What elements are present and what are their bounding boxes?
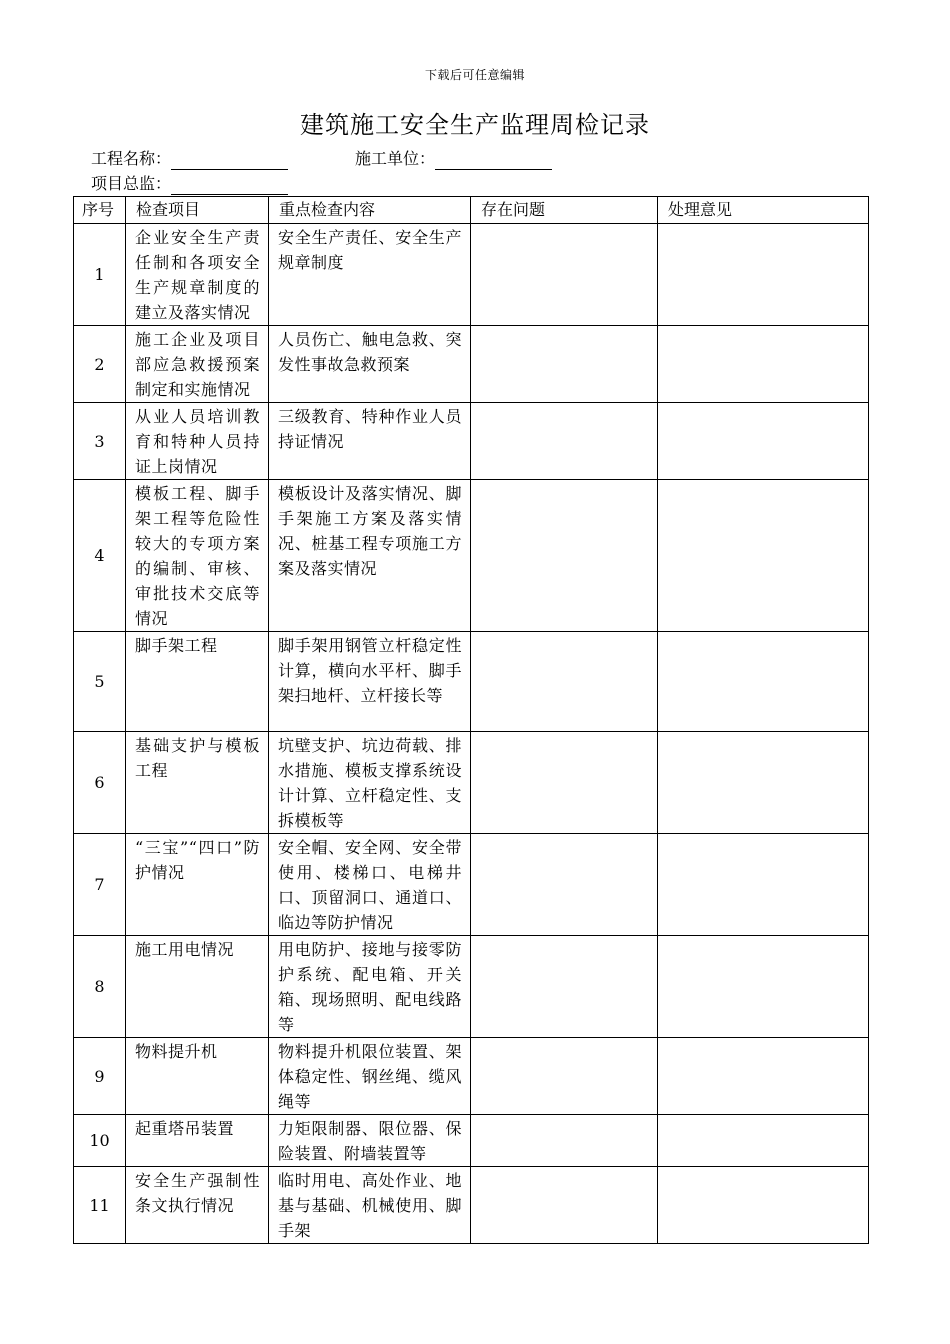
table-row xyxy=(74,224,869,326)
column-header-problems: 存在问题 xyxy=(471,197,658,224)
opinion-text xyxy=(658,403,868,404)
table-row xyxy=(74,732,869,834)
problems-text xyxy=(471,480,657,481)
inspection-item: 物料提升机 xyxy=(135,1042,218,1061)
row-number: 10 xyxy=(74,1115,126,1167)
opinion-cell[interactable] xyxy=(658,1115,869,1167)
problems-text xyxy=(471,1038,657,1039)
key-content-cell xyxy=(269,632,471,732)
opinion-cell[interactable] xyxy=(658,326,869,403)
problems-text xyxy=(471,632,657,633)
inspection-item: 起重塔吊装置 xyxy=(135,1119,235,1138)
problems-text xyxy=(471,936,657,937)
key-content-cell xyxy=(269,1038,471,1115)
construction-unit-blank[interactable] xyxy=(435,152,552,170)
table-row xyxy=(74,1038,869,1115)
opinion-text xyxy=(658,834,868,835)
key-content: 物料提升机限位装置、架体稳定性、钢丝绳、缆风绳等 xyxy=(278,1042,462,1111)
key-content: 用电防护、接地与接零防护系统、配电箱、开关箱、现场照明、配电线路等 xyxy=(278,940,462,1034)
key-content-cell xyxy=(269,1115,471,1167)
row-number: 9 xyxy=(74,1038,126,1115)
key-content-cell xyxy=(269,480,471,632)
construction-unit-label: 施工单位： xyxy=(355,149,436,168)
opinion-text xyxy=(658,1038,868,1039)
inspection-item-cell xyxy=(126,834,269,936)
inspection-item: 基础支护与模板工程 xyxy=(135,736,260,780)
problems-cell[interactable] xyxy=(471,1038,658,1115)
opinion-cell[interactable] xyxy=(658,1038,869,1115)
table-row xyxy=(74,936,869,1038)
problems-cell[interactable] xyxy=(471,1115,658,1167)
row-number: 8 xyxy=(74,936,126,1038)
opinion-cell[interactable] xyxy=(658,1167,869,1244)
opinion-cell[interactable] xyxy=(658,224,869,326)
opinion-text xyxy=(658,1167,868,1168)
meta-line-2 xyxy=(91,173,288,195)
meta-line-1 xyxy=(91,148,552,170)
opinion-text xyxy=(658,632,868,633)
construction-unit-field xyxy=(355,148,552,170)
row-number: 3 xyxy=(74,403,126,480)
opinion-cell[interactable] xyxy=(658,936,869,1038)
inspection-item: 施工用电情况 xyxy=(135,940,235,959)
problems-text xyxy=(471,732,657,733)
key-content-cell xyxy=(269,403,471,480)
column-header-no: 序号 xyxy=(74,197,126,224)
opinion-text xyxy=(658,224,868,225)
table-row xyxy=(74,480,869,632)
table-row xyxy=(74,1115,869,1167)
key-content-cell xyxy=(269,834,471,936)
inspection-item-cell xyxy=(126,732,269,834)
opinion-text xyxy=(658,326,868,327)
problems-text xyxy=(471,834,657,835)
table-header-row xyxy=(74,197,869,224)
opinion-text xyxy=(658,480,868,481)
inspection-item-cell xyxy=(126,480,269,632)
inspection-item: “三宝”“四口”防护情况 xyxy=(135,838,260,882)
inspection-item: 从业人员培训教育和特种人员持证上岗情况 xyxy=(135,407,260,476)
inspection-item: 企业安全生产责任制和各项安全生产规章制度的建立及落实情况 xyxy=(135,228,260,322)
key-content-cell xyxy=(269,326,471,403)
project-name-blank[interactable] xyxy=(171,152,288,170)
inspection-table xyxy=(73,196,869,1244)
inspection-item: 脚手架工程 xyxy=(135,636,218,655)
key-content-cell xyxy=(269,1167,471,1244)
table-row xyxy=(74,403,869,480)
key-content: 脚手架用钢管立杆稳定性计算，横向水平杆、脚手架扫地杆、立杆接长等 xyxy=(278,636,462,705)
table-row xyxy=(74,834,869,936)
problems-text xyxy=(471,1167,657,1168)
opinion-cell[interactable] xyxy=(658,732,869,834)
key-content: 安全帽、安全网、安全带使用、楼梯口、电梯井口、顶留洞口、通道口、临边等防护情况 xyxy=(278,838,462,932)
key-content: 临时用电、高处作业、地基与基础、机械使用、脚手架 xyxy=(278,1171,462,1240)
problems-cell[interactable] xyxy=(471,480,658,632)
row-number: 4 xyxy=(74,480,126,632)
problems-cell[interactable] xyxy=(471,834,658,936)
column-header-opinion: 处理意见 xyxy=(658,197,869,224)
inspection-item-cell xyxy=(126,224,269,326)
problems-cell[interactable] xyxy=(471,632,658,732)
opinion-text xyxy=(658,1115,868,1116)
problems-text xyxy=(471,1115,657,1116)
problems-cell[interactable] xyxy=(471,403,658,480)
row-number: 5 xyxy=(74,632,126,732)
inspection-item: 安全生产强制性条文执行情况 xyxy=(135,1171,260,1215)
inspection-item-cell xyxy=(126,1115,269,1167)
chief-supervisor-blank[interactable] xyxy=(171,177,288,195)
chief-supervisor-label: 项目总监： xyxy=(91,174,172,193)
key-content-cell xyxy=(269,224,471,326)
problems-text xyxy=(471,224,657,225)
inspection-item-cell xyxy=(126,936,269,1038)
problems-cell[interactable] xyxy=(471,936,658,1038)
row-number: 11 xyxy=(74,1167,126,1244)
row-number: 7 xyxy=(74,834,126,936)
key-content: 三级教育、特种作业人员持证情况 xyxy=(278,407,462,451)
column-header-content: 重点检查内容 xyxy=(269,197,471,224)
problems-cell[interactable] xyxy=(471,224,658,326)
key-content-cell xyxy=(269,936,471,1038)
chief-supervisor-field xyxy=(91,173,288,195)
header-note: 下载后可任意编辑 xyxy=(424,68,525,82)
table-row xyxy=(74,1167,869,1244)
inspection-item-cell xyxy=(126,403,269,480)
key-content-cell xyxy=(269,732,471,834)
document-title: 建筑施工安全生产监理周检记录 xyxy=(300,111,650,139)
opinion-cell[interactable] xyxy=(658,403,869,480)
inspection-item-cell xyxy=(126,632,269,732)
column-header-item: 检查项目 xyxy=(126,197,269,224)
problems-text xyxy=(471,403,657,404)
project-name-field xyxy=(91,148,288,170)
problems-cell[interactable] xyxy=(471,1167,658,1244)
row-number: 6 xyxy=(74,732,126,834)
inspection-item: 施工企业及项目部应急救援预案制定和实施情况 xyxy=(135,330,260,399)
problems-text xyxy=(471,326,657,327)
row-number: 1 xyxy=(74,224,126,326)
opinion-cell[interactable] xyxy=(658,834,869,936)
inspection-item: 模板工程、脚手架工程等危险性较大的专项方案的编制、审核、审批技术交底等情况 xyxy=(135,484,260,628)
project-name-label: 工程名称： xyxy=(91,149,172,168)
inspection-item-cell xyxy=(126,326,269,403)
key-content: 安全生产责任、安全生产规章制度 xyxy=(278,228,462,272)
opinion-text xyxy=(658,732,868,733)
key-content: 人员伤亡、触电急救、突发性事故急救预案 xyxy=(278,330,462,374)
inspection-item-cell xyxy=(126,1038,269,1115)
problems-cell[interactable] xyxy=(471,326,658,403)
problems-cell[interactable] xyxy=(471,732,658,834)
table-row xyxy=(74,326,869,403)
key-content: 模板设计及落实情况、脚手架施工方案及落实情况、桩基工程专项施工方案及落实情况 xyxy=(278,484,462,578)
key-content: 力矩限制器、限位器、保险装置、附墙装置等 xyxy=(278,1119,462,1163)
opinion-cell[interactable] xyxy=(658,632,869,732)
table-row xyxy=(74,632,869,732)
opinion-cell[interactable] xyxy=(658,480,869,632)
key-content: 坑壁支护、坑边荷载、排水措施、模板支撑系统设计计算、立杆稳定性、支拆模板等 xyxy=(278,736,462,830)
opinion-text xyxy=(658,936,868,937)
inspection-item-cell xyxy=(126,1167,269,1244)
row-number: 2 xyxy=(74,326,126,403)
